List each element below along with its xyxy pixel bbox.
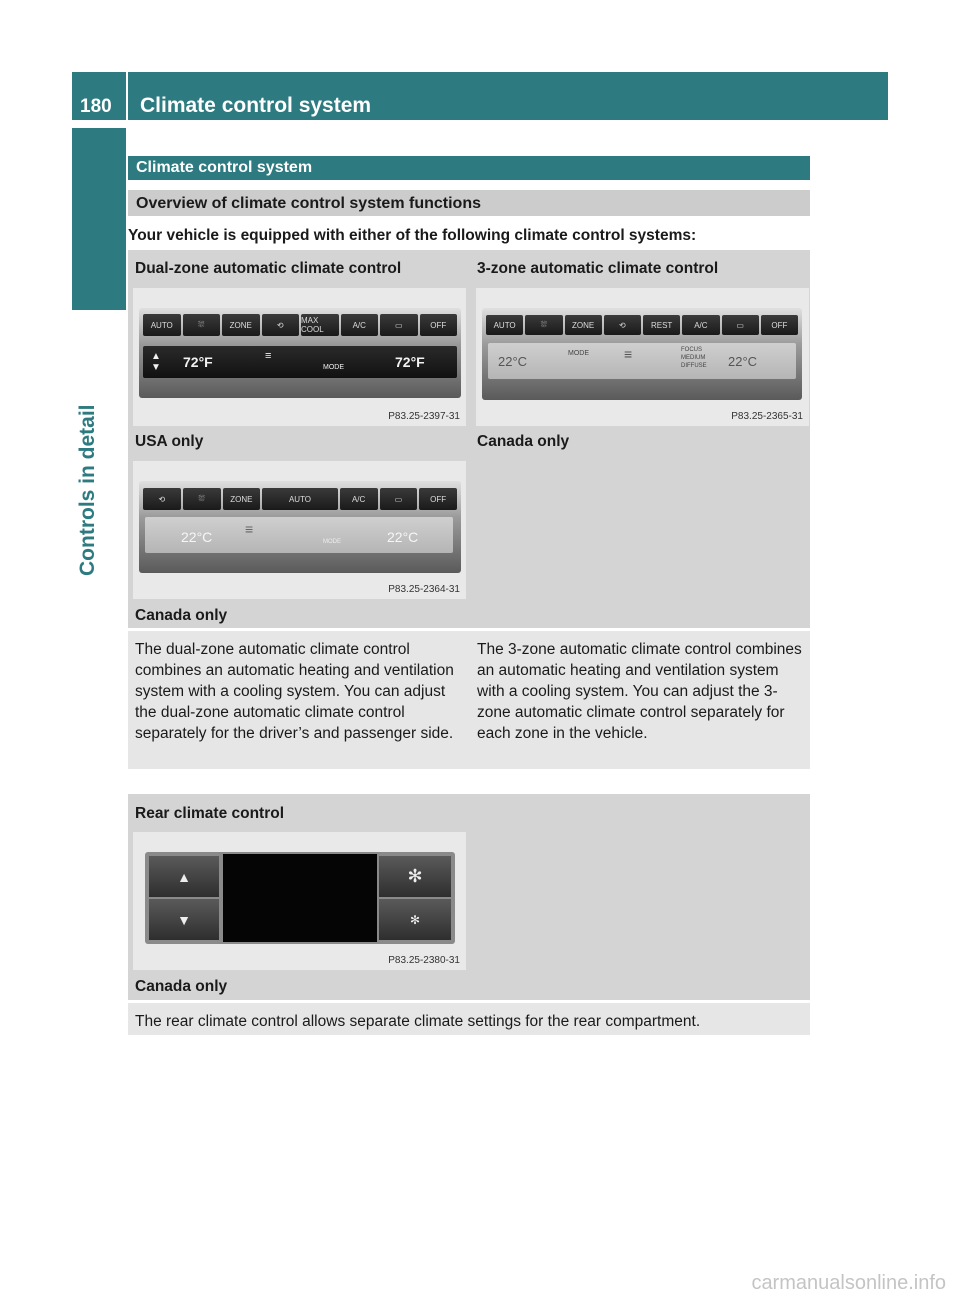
auto-button: AUTO <box>143 314 181 336</box>
rear-defrost-icon: ▭ <box>380 488 418 510</box>
auto-button: AUTO <box>262 488 338 510</box>
recirculation-icon: ⟲ <box>262 314 300 336</box>
caption-canada-only: Canada only <box>135 607 228 624</box>
dual-zone-usa-image <box>133 288 466 426</box>
page-number: 180 <box>80 96 112 117</box>
auto-button: AUTO <box>486 315 523 335</box>
temp-down-icon: ▼ <box>149 899 219 940</box>
defrost-icon: ⛆ <box>183 314 221 336</box>
recirculation-icon: ⟲ <box>143 488 181 510</box>
recirculation-icon: ⟲ <box>604 315 641 335</box>
three-zone-title: 3-zone automatic climate control <box>477 260 719 277</box>
footer-watermark: carmanualsonline.info <box>751 1272 946 1294</box>
caption-canada-only: Canada only <box>477 433 570 450</box>
subsection-heading: Overview of climate control system functions <box>128 190 810 216</box>
side-tab-block <box>72 128 126 310</box>
section-heading: Climate control system <box>128 156 810 180</box>
fan-low-icon: ✻ <box>379 899 451 940</box>
temp-right: 72°F <box>395 354 425 370</box>
intro-text: Your vehicle is equipped with either of the following climate control systems: <box>128 227 697 244</box>
temp-arrows-icon: ▲ ▼ <box>151 351 161 373</box>
ac-button: A/C <box>682 315 719 335</box>
temp-left: 72°F <box>183 354 213 370</box>
mode-label: MODE <box>323 539 341 545</box>
temp-left: 22°C <box>498 354 528 369</box>
zone-button: ZONE <box>565 315 602 335</box>
dual-zone-description: The dual-zone automatic climate control combines an automatic heating and ventilation system with a cooling system. You can adjust the dual-zone automatic climate control separately for the driver’s and passenger side. <box>135 641 454 742</box>
mode-options: FOCUS MEDIUM DIFFUSE <box>681 347 707 369</box>
page-number-block <box>72 72 126 120</box>
header-title: Climate control system <box>140 94 372 117</box>
temp-left: 22°C <box>181 529 213 545</box>
temp-right: 22°C <box>387 529 419 545</box>
dual-zone-canada-image <box>133 461 466 599</box>
zone-button: ZONE <box>222 314 260 336</box>
rear-defrost-icon: ▭ <box>380 314 418 336</box>
off-button: OFF <box>761 315 798 335</box>
temp-right: 22°C <box>728 354 758 369</box>
defrost-icon: ⛆ <box>183 488 221 510</box>
dual-zone-title: Dual-zone automatic climate control <box>135 260 402 277</box>
rest-button: REST <box>643 315 680 335</box>
temp-up-icon: ▲ <box>149 856 219 897</box>
fan-icon: ≡ <box>624 346 633 362</box>
max-cool-button: MAX COOL <box>301 314 339 336</box>
header-bar <box>128 72 888 120</box>
three-zone-canada-image <box>476 288 809 426</box>
rear-description: The rear climate control allows separate climate settings for the rear compartment. <box>135 1013 701 1030</box>
off-button: OFF <box>419 488 457 510</box>
defrost-icon: ⛆ <box>525 315 562 335</box>
fan-icon: ≡ <box>245 521 254 537</box>
three-zone-description: The 3-zone automatic climate control combines an automatic heating and ventilation system with a cooling system. You can adjust the 3-zone automatic climate control separately for each zone in the vehicle. <box>477 641 802 742</box>
ac-button: A/C <box>340 488 378 510</box>
off-button: OFF <box>420 314 458 336</box>
fan-icon: ≡ <box>265 350 272 362</box>
rear-display <box>223 854 377 942</box>
side-tab-label: Controls in detail <box>76 404 99 576</box>
rear-title: Rear climate control <box>135 805 285 822</box>
zone-button: ZONE <box>223 488 261 510</box>
mode-label: MODE <box>568 350 589 357</box>
image-code: P83.25-2380-31 <box>388 955 460 966</box>
image-code: P83.25-2365-31 <box>731 411 803 422</box>
fan-high-icon: ✻ <box>379 856 451 897</box>
side-tab <box>72 316 126 576</box>
rear-climate-image <box>133 832 466 970</box>
image-code: P83.25-2364-31 <box>388 584 460 595</box>
rear-defrost-icon: ▭ <box>722 315 759 335</box>
ac-button: A/C <box>341 314 379 336</box>
mode-label: MODE <box>323 364 344 371</box>
rear-caption: Canada only <box>135 978 228 995</box>
image-code: P83.25-2397-31 <box>388 411 460 422</box>
caption-usa-only: USA only <box>135 433 204 450</box>
